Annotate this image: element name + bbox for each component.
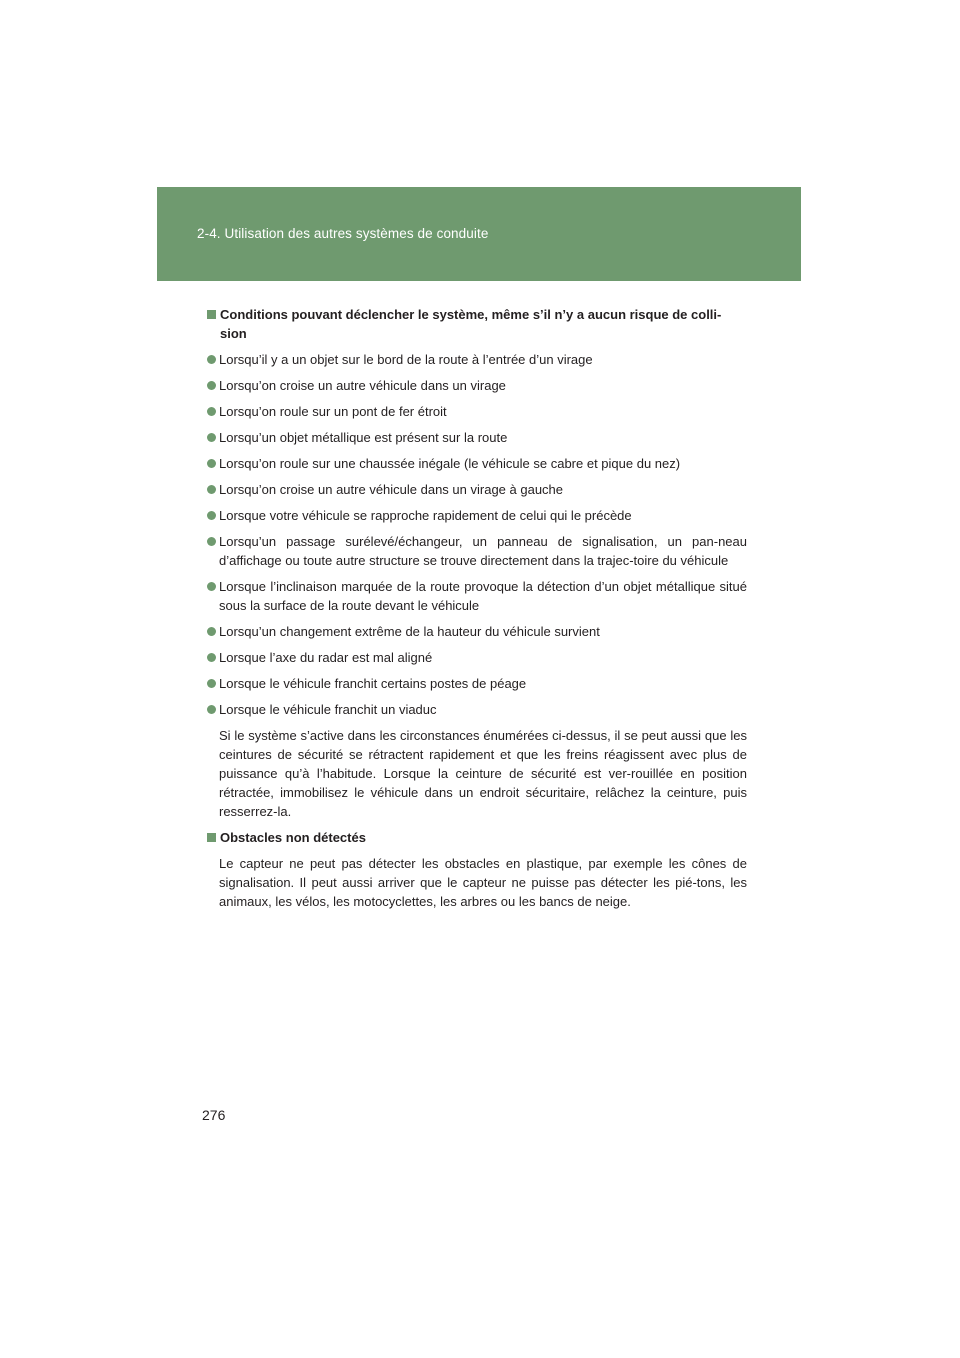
list-item [207,480,747,499]
list-item [207,506,747,525]
list-item-text: Lorsqu’il y a un objet sur le bord de la route à l’entrée d’un virage [219,352,593,367]
section-heading-text: Conditions pouvant déclencher le système, même s’il n’y a aucun risque de colli-sion [220,307,722,341]
section-heading-text: Obstacles non détectés [220,830,366,845]
page-content [207,305,747,918]
bullet-dot-icon [207,705,216,714]
list-item-text: Lorsque le véhicule franchit un viaduc [219,702,437,717]
list-item-text: Lorsqu’un passage surélevé/échangeur, un panneau de signalisation, un pan-neau d’affichage ou toute autre structure se trouve directement dans la trajec-toire du véhicule [219,534,747,568]
list-item-text: Lorsqu’on croise un autre véhicule dans un virage [219,378,506,393]
bullet-dot-icon [207,653,216,662]
section-heading [207,828,747,847]
list-item [207,622,747,641]
body-paragraph: Si le système s’active dans les circonstances énumérées ci-dessus, il se peut aussi que les ceintures de sécurité se rétractent rapidement et que les freins réagissent avec plus de puissance qu’à l’habitude. Lorsque la ceinture de sécurité est ver-rouillée en position rétractée, immobilisez le véhicule dans un endroit sécuritaire, relâchez la ceinture, puis resserrez-la. [219,728,747,819]
bullet-dot-icon [207,381,216,390]
bullet-dot-icon [207,459,216,468]
list-item [207,428,747,447]
list-item-text: Lorsqu’un changement extrême de la hauteur du véhicule survient [219,624,600,639]
list-item-text: Lorsque le véhicule franchit certains postes de péage [219,676,527,691]
list-item-text: Lorsqu’on roule sur un pont de fer étroit [219,404,447,419]
list-item-text: Lorsqu’un objet métallique est présent sur la route [219,430,508,445]
list-item [207,674,747,693]
bullet-dot-icon [207,407,216,416]
section-heading [207,305,747,343]
square-bullet-icon [207,833,216,842]
list-item [207,648,747,667]
list-item-text: Lorsqu’on roule sur une chaussée inégale (le véhicule se cabre et pique du nez) [219,456,681,471]
bullet-dot-icon [207,355,216,364]
list-item [207,454,747,473]
list-item [207,350,747,369]
list-item [207,376,747,395]
list-item [207,577,747,615]
bullet-dot-icon [207,582,216,591]
bullet-dot-icon [207,511,216,520]
list-item-text: Lorsque votre véhicule se rapproche rapidement de celui qui le précède [219,508,632,523]
list-item [207,402,747,421]
bullet-dot-icon [207,433,216,442]
list-item-text: Lorsque l’inclinaison marquée de la route provoque la détection d’un objet métallique situé sous la surface de la route devant le véhicule [219,579,747,613]
list-item [207,532,747,570]
bullet-dot-icon [207,485,216,494]
body-paragraph: Le capteur ne peut pas détecter les obstacles en plastique, par exemple les cônes de signalisation. Il peut aussi arriver que le capteur ne puisse pas détecter les pié-tons, les animaux, les vélos, les motocyclettes, les arbres ou les bancs de neige. [219,856,747,909]
bullet-dot-icon [207,679,216,688]
list-item-text: Lorsqu’on croise un autre véhicule dans un virage à gauche [219,482,564,497]
square-bullet-icon [207,310,216,319]
bullet-dot-icon [207,627,216,636]
list-item [207,700,747,719]
section-title: 2-4. Utilisation des autres systèmes de conduite [197,226,489,241]
bullet-dot-icon [207,537,216,546]
section-header-band [157,187,801,281]
list-item-text: Lorsque l’axe du radar est mal aligné [219,650,433,665]
page-number: 276 [202,1107,226,1123]
